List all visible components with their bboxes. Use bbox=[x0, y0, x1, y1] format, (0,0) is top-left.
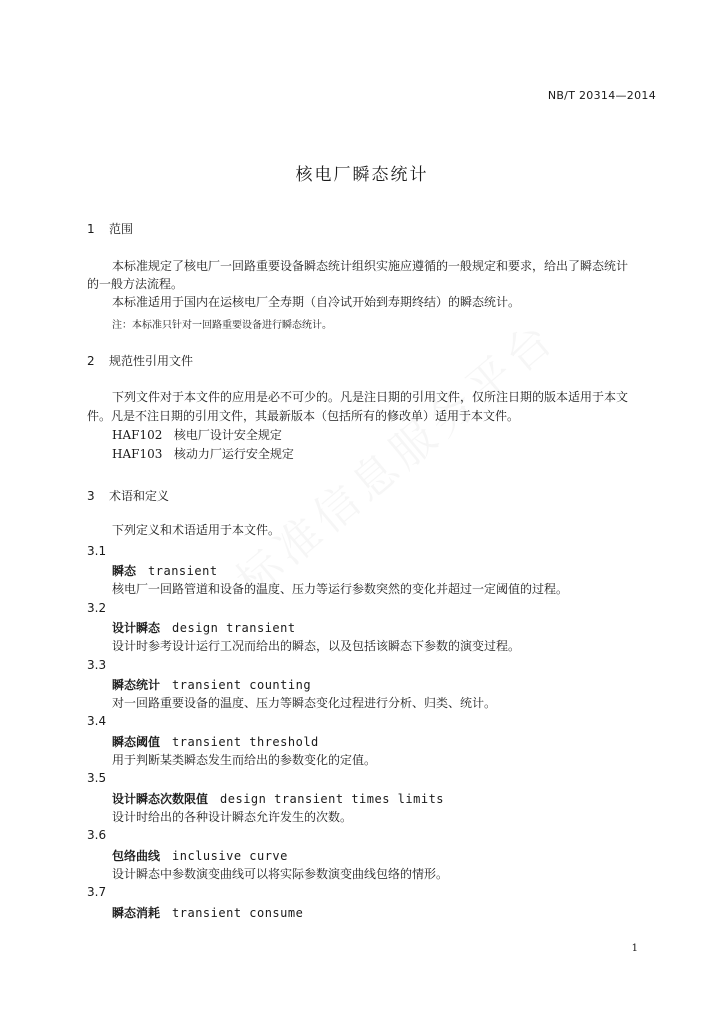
reference-code: HAF102 bbox=[112, 428, 163, 442]
term-definition: 核电厂一回路管道和设备的温度、压力等运行参数突然的变化并超过一定阈值的过程。 bbox=[112, 582, 569, 596]
clause-number: 3.1 bbox=[87, 544, 107, 558]
term-zh: 瞬态统计 bbox=[112, 678, 161, 692]
term-en: design transient bbox=[172, 621, 296, 635]
term bbox=[112, 676, 311, 693]
reference-item bbox=[112, 444, 294, 464]
section-number: 1 bbox=[87, 222, 95, 236]
paragraph: 本标准适用于国内在运核电厂全寿期（自冷试开始到寿期终结）的瞬态统计。 bbox=[112, 295, 521, 309]
term-en: transient threshold bbox=[172, 735, 319, 749]
section-title: 规范性引用文件 bbox=[109, 354, 194, 368]
term-definition: 设计时给出的各种设计瞬态允许发生的次数。 bbox=[112, 810, 353, 824]
term-zh: 瞬态 bbox=[112, 564, 137, 578]
term-zh: 设计瞬态 bbox=[112, 621, 161, 635]
paragraph: 下列定义和术语适用于本文件。 bbox=[112, 523, 281, 537]
term bbox=[112, 904, 303, 921]
paragraph: 的一般方法流程。 bbox=[87, 277, 184, 291]
clause-number: 3.7 bbox=[87, 885, 107, 899]
reference-item bbox=[112, 425, 282, 445]
term-en: transient consume bbox=[172, 906, 304, 920]
reference-code: HAF103 bbox=[112, 447, 163, 461]
term bbox=[112, 733, 319, 750]
page-number: 1 bbox=[631, 943, 638, 954]
term-zh: 瞬态消耗 bbox=[112, 906, 161, 920]
clause-number: 3.2 bbox=[87, 601, 107, 615]
paragraph: 本标准规定了核电厂一回路重要设备瞬态统计组织实施应遵循的一般规定和要求，给出了瞬态统计 bbox=[112, 259, 629, 273]
term-zh: 瞬态阈值 bbox=[112, 735, 161, 749]
section-number: 2 bbox=[87, 354, 95, 368]
term bbox=[112, 619, 296, 636]
reference-name: 核电厂设计安全规定 bbox=[173, 428, 282, 442]
term bbox=[112, 847, 288, 864]
document-title: 核电厂瞬态统计 bbox=[295, 165, 429, 185]
clause-number: 3.4 bbox=[87, 714, 107, 728]
section-number: 3 bbox=[87, 489, 95, 503]
term-definition: 对一回路重要设备的温度、压力等瞬态变化过程进行分析、归类、统计。 bbox=[112, 696, 497, 710]
term-definition: 用于判断某类瞬态发生而给出的参数变化的定值。 bbox=[112, 753, 377, 767]
standard-number: NB/T 20314—2014 bbox=[547, 89, 656, 102]
term-en: transient bbox=[148, 564, 218, 578]
term-en: inclusive curve bbox=[172, 849, 288, 863]
clause-number: 3.3 bbox=[87, 658, 107, 672]
clause-number: 3.5 bbox=[87, 771, 107, 785]
term-zh: 包络曲线 bbox=[112, 849, 161, 863]
term-en: design transient times limits bbox=[220, 792, 445, 806]
section-title: 术语和定义 bbox=[109, 489, 170, 503]
term-zh: 设计瞬态次数限值 bbox=[112, 792, 209, 806]
term-en: transient counting bbox=[172, 678, 312, 692]
paragraph: 下列文件对于本文件的应用是必不可少的。凡是注日期的引用文件，仅所注日期的版本适用于本文 bbox=[112, 390, 629, 404]
reference-name: 核动力厂运行安全规定 bbox=[173, 447, 294, 461]
paragraph: 件。凡是不注日期的引用文件，其最新版本（包括所有的修改单）适用于本文件。 bbox=[87, 409, 520, 423]
term-definition: 设计瞬态中参数演变曲线可以将实际参数演变曲线包络的情形。 bbox=[112, 867, 449, 881]
section-title: 范围 bbox=[109, 222, 134, 236]
term bbox=[112, 790, 444, 807]
clause-number: 3.6 bbox=[87, 828, 107, 842]
term-definition: 设计时参考设计运行工况而给出的瞬态，以及包括该瞬态下参数的演变过程。 bbox=[112, 639, 521, 653]
section-2-heading bbox=[87, 352, 193, 369]
term bbox=[112, 562, 218, 579]
section-1-heading bbox=[87, 220, 133, 237]
section-3-heading bbox=[87, 487, 169, 504]
note: 注：本标准只针对一回路重要设备进行瞬态统计。 bbox=[112, 320, 332, 331]
